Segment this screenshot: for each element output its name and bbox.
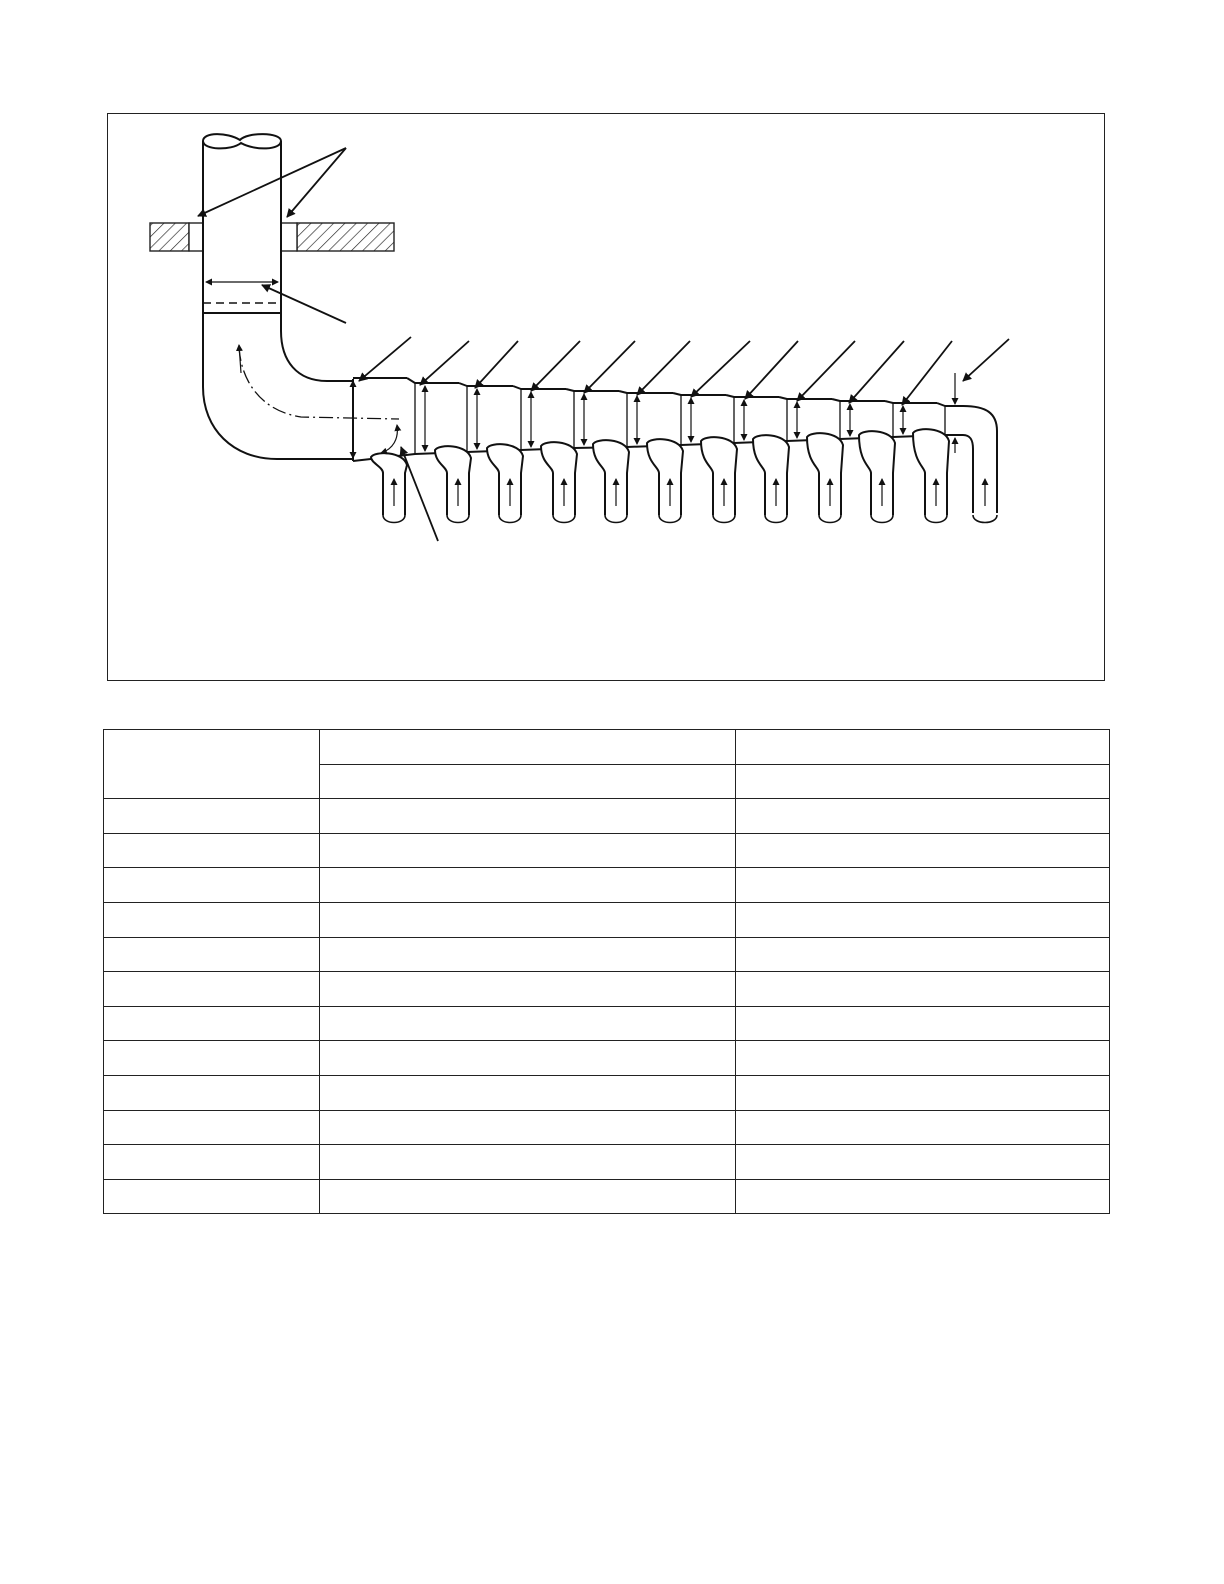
table-row [104,1145,1110,1180]
table-cell [736,1041,1110,1076]
table-row [104,1006,1110,1041]
table-cell [320,902,736,937]
header-section-callout [637,341,690,395]
piping-diagram [1,1,1224,701]
branch-pipe [913,429,949,515]
header-section-callout [797,341,855,401]
elbow-pipe [203,313,399,461]
header-reducer [779,397,787,399]
table-cell [320,1110,736,1145]
branch-pipe [647,439,683,515]
table-cell [736,937,1110,972]
header-section-callout [359,337,411,381]
specification-table [103,729,1110,1214]
header-reducer [726,395,734,397]
header-section-callout [849,341,904,403]
header-section-callout [691,341,750,397]
branch-pipe [701,437,737,515]
branch-pipe [487,444,523,515]
header-section-callout [584,341,635,393]
header-reducer [566,389,574,391]
header-section-callout [475,341,518,388]
sleeve-callout-right [287,148,346,217]
table-row [104,902,1110,937]
header-section-callout [420,341,469,385]
branch-pipe [435,446,471,515]
table-cell [104,799,320,834]
header-reducer [619,391,627,393]
table-cell [736,972,1110,1007]
branch-break [447,515,469,523]
table-row [104,1179,1110,1214]
table-cell [320,1145,736,1180]
table-cell [104,1075,320,1110]
table-row [104,972,1110,1007]
table-cell [320,1075,736,1110]
table-cell [104,1179,320,1214]
riser-diameter-callout [262,285,346,323]
table-cell [736,1006,1110,1041]
table-cell [104,937,320,972]
branch-break [765,515,787,523]
table-cell [104,1145,320,1180]
table-cell [104,868,320,903]
table-row [104,1075,1110,1110]
table-row [104,799,1110,834]
table-cell [736,1075,1110,1110]
header-end-elbow [945,406,997,513]
table-cell [736,799,1110,834]
header-reducer [937,403,945,406]
branch-pipe [753,435,789,515]
table-cell [320,1006,736,1041]
table-cell [104,833,320,868]
branch-pipe [541,442,577,515]
branch-break [605,515,627,523]
table-header-cell [104,730,320,799]
header-reducer [513,386,521,389]
table-row [104,868,1110,903]
sleeve-callout-left [198,148,346,216]
header-reducer [407,378,415,383]
table-cell [104,972,320,1007]
header-reducer [459,383,467,386]
table-cell [736,902,1110,937]
floor-slab [150,223,394,251]
branch-break [659,515,681,523]
table-cell [104,1110,320,1145]
table-cell [736,868,1110,903]
branch-break [973,515,997,523]
table-cell [104,902,320,937]
header-reducer [673,393,681,395]
table-row [104,937,1110,972]
table-row [104,833,1110,868]
table-cell [320,937,736,972]
table-cell [736,1179,1110,1214]
header-section-callout [902,341,952,405]
riser-pipe [203,134,281,313]
table-row [104,1041,1110,1076]
branch-angle-callout [401,447,438,541]
branch-break [925,515,947,523]
branch-pipes [371,429,997,522]
table-header-cell [320,730,736,765]
branch-pipe [371,453,407,515]
branch-break [713,515,735,523]
branch-pipe [593,440,629,515]
table-cell [320,868,736,903]
table-cell [736,1110,1110,1145]
table-header-cell [736,764,1110,799]
diagram-frame [107,113,1105,681]
table-cell [320,833,736,868]
header-section-callout [963,339,1009,381]
header-section-callout [745,341,798,399]
table-cell [320,972,736,1007]
branch-break [499,515,521,523]
table-header-row [104,730,1110,765]
table-cell [320,1041,736,1076]
table-cell [104,1006,320,1041]
branch-break [553,515,575,523]
header-reducer [885,401,893,403]
branch-break [383,515,405,523]
branch-break [871,515,893,523]
table-header-cell [320,764,736,799]
branch-break [819,515,841,523]
table-cell [320,799,736,834]
table-row [104,1110,1110,1145]
table-cell [736,1145,1110,1180]
branch-pipe [859,431,895,515]
table-cell [104,1041,320,1076]
header-section-callout [531,341,580,391]
branch-angle-arc [381,425,397,453]
table-header-cell [736,730,1110,765]
header-reducer [832,399,840,401]
branch-pipe [807,433,843,515]
table-cell [736,833,1110,868]
table-cell [320,1179,736,1214]
